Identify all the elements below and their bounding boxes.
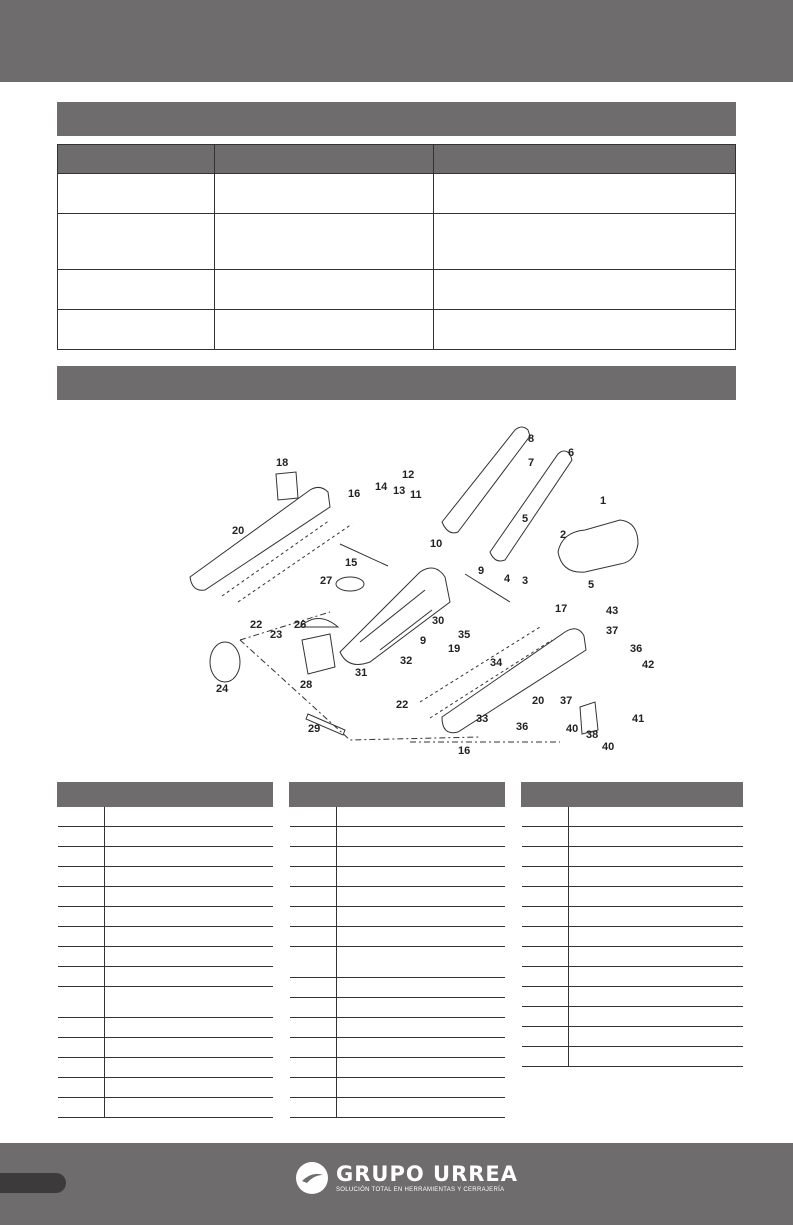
column-header bbox=[336, 783, 505, 807]
table-row bbox=[58, 927, 273, 947]
callout: 30 bbox=[432, 615, 445, 627]
table-cell bbox=[434, 174, 736, 214]
table-row bbox=[58, 847, 273, 867]
troubleshooting-table bbox=[57, 144, 736, 350]
table-row bbox=[522, 1027, 743, 1047]
callout: 37 bbox=[560, 695, 573, 707]
callout: 40 bbox=[566, 723, 579, 735]
page-number-tab bbox=[0, 1173, 66, 1193]
table-row bbox=[290, 1098, 505, 1118]
table-row bbox=[290, 867, 505, 887]
column-header bbox=[58, 145, 215, 174]
table-row bbox=[58, 214, 736, 270]
callout: 11 bbox=[410, 489, 422, 501]
table-cell bbox=[58, 174, 215, 214]
table-row bbox=[58, 807, 273, 827]
table-row bbox=[290, 998, 505, 1018]
table-row bbox=[58, 1098, 273, 1118]
table-cell bbox=[58, 214, 215, 270]
callout: 16 bbox=[458, 745, 471, 757]
exploded-parts-diagram bbox=[180, 412, 655, 762]
table-cell bbox=[214, 174, 434, 214]
callout: 8 bbox=[528, 433, 535, 445]
parts-section-bar bbox=[57, 366, 736, 400]
callout: 27 bbox=[320, 575, 333, 587]
callout: 7 bbox=[528, 457, 535, 469]
pump-body bbox=[558, 520, 638, 572]
callout: 17 bbox=[555, 603, 568, 615]
callout: 23 bbox=[270, 629, 283, 641]
callout: 29 bbox=[308, 723, 321, 735]
table-row bbox=[58, 907, 273, 927]
callout: 12 bbox=[402, 469, 415, 481]
swoosh-logo-icon bbox=[296, 1162, 328, 1194]
callout: 42 bbox=[642, 659, 655, 671]
table-row bbox=[58, 1078, 273, 1098]
table-row bbox=[522, 987, 743, 1007]
callout: 5 bbox=[522, 513, 529, 525]
table-row bbox=[290, 807, 505, 827]
callout: 33 bbox=[476, 713, 489, 725]
callout: 20 bbox=[532, 695, 545, 707]
callout: 16 bbox=[348, 488, 361, 500]
parts-list-column-1 bbox=[57, 782, 273, 1118]
callout: 18 bbox=[276, 457, 289, 469]
table-cell bbox=[214, 214, 434, 270]
callout: 37 bbox=[606, 625, 619, 637]
column-header bbox=[104, 783, 273, 807]
table-cell bbox=[214, 270, 434, 310]
callout: 28 bbox=[300, 679, 313, 691]
callout: 36 bbox=[630, 643, 643, 655]
callout: 32 bbox=[400, 655, 413, 667]
table-row bbox=[290, 907, 505, 927]
table-row bbox=[522, 947, 743, 967]
table-header-row bbox=[58, 145, 736, 174]
table-row bbox=[58, 827, 273, 847]
callout: 14 bbox=[375, 481, 388, 493]
column-header bbox=[58, 783, 105, 807]
grupo-urrea-logo bbox=[296, 1160, 536, 1200]
table-row bbox=[522, 1007, 743, 1027]
logo-tagline: SOLUCIÓN TOTAL EN HERRAMIENTAS Y CERRAJERÍA bbox=[336, 1187, 505, 1193]
callout: 22 bbox=[250, 619, 263, 631]
mount-28 bbox=[302, 634, 335, 674]
table-row bbox=[58, 867, 273, 887]
callout: 6 bbox=[568, 447, 575, 459]
troubleshooting-section-bar bbox=[57, 102, 736, 136]
table-row bbox=[58, 987, 273, 1018]
table-row bbox=[522, 867, 743, 887]
callout: 9 bbox=[478, 565, 485, 577]
table-row bbox=[290, 1038, 505, 1058]
table-cell bbox=[434, 214, 736, 270]
callout: 43 bbox=[606, 605, 619, 617]
table-row bbox=[522, 827, 743, 847]
callout: 35 bbox=[458, 629, 471, 641]
table-row bbox=[290, 1078, 505, 1098]
callout: 9 bbox=[420, 635, 427, 647]
callout: 41 bbox=[632, 713, 645, 725]
callout: 2 bbox=[560, 529, 567, 541]
table-row bbox=[290, 947, 505, 978]
callout: 36 bbox=[516, 721, 529, 733]
table-row bbox=[58, 270, 736, 310]
table-cell bbox=[214, 310, 434, 350]
callout: 31 bbox=[355, 667, 368, 679]
table-row bbox=[522, 807, 743, 827]
right-side-plate bbox=[442, 629, 586, 733]
column-header bbox=[568, 783, 743, 807]
callout: 22 bbox=[396, 699, 409, 711]
callout: 15 bbox=[345, 557, 358, 569]
callout: 26 bbox=[294, 619, 307, 631]
table-row bbox=[58, 967, 273, 987]
callout: 4 bbox=[504, 573, 511, 585]
table-row bbox=[58, 1058, 273, 1078]
logo-wordmark: GRUPO URREA bbox=[336, 1162, 519, 1186]
tube-8 bbox=[442, 427, 530, 533]
table-row bbox=[522, 967, 743, 987]
table-row bbox=[290, 827, 505, 847]
table-row bbox=[290, 1018, 505, 1038]
callout: 10 bbox=[430, 538, 443, 550]
column-header bbox=[522, 783, 569, 807]
table-cell bbox=[58, 310, 215, 350]
table-cell bbox=[434, 270, 736, 310]
table-row bbox=[58, 1038, 273, 1058]
column-header bbox=[290, 783, 337, 807]
callout: 34 bbox=[490, 657, 503, 669]
callout: 1 bbox=[600, 495, 607, 507]
callout: 38 bbox=[586, 729, 599, 741]
callout: 20 bbox=[232, 525, 245, 537]
callout: 19 bbox=[448, 643, 461, 655]
table-row bbox=[522, 907, 743, 927]
table-row bbox=[58, 310, 736, 350]
parts-list-column-3 bbox=[521, 782, 743, 1067]
table-cell bbox=[434, 310, 736, 350]
table-row bbox=[58, 1018, 273, 1038]
left-side-plate bbox=[190, 487, 333, 590]
table-row bbox=[522, 887, 743, 907]
callout: 40 bbox=[602, 741, 615, 753]
table-row bbox=[522, 927, 743, 947]
caster-18 bbox=[276, 472, 298, 500]
table-row bbox=[58, 887, 273, 907]
cylinder-24 bbox=[210, 642, 240, 682]
callout: 13 bbox=[393, 485, 406, 497]
table-cell bbox=[58, 270, 215, 310]
table-row bbox=[522, 847, 743, 867]
seal-ring-27 bbox=[336, 577, 364, 591]
table-row bbox=[290, 887, 505, 907]
table-row bbox=[290, 1058, 505, 1078]
table-row bbox=[290, 927, 505, 947]
table-row bbox=[58, 174, 736, 214]
table-row bbox=[58, 947, 273, 967]
parts-list-column-2 bbox=[289, 782, 505, 1118]
column-header bbox=[214, 145, 434, 174]
table-row bbox=[522, 1047, 743, 1067]
table-row bbox=[290, 978, 505, 998]
callout: 3 bbox=[522, 575, 529, 587]
column-header bbox=[434, 145, 736, 174]
callout: 5 bbox=[588, 579, 595, 591]
table-row bbox=[290, 847, 505, 867]
callout: 24 bbox=[216, 683, 229, 695]
header-band bbox=[0, 0, 793, 82]
